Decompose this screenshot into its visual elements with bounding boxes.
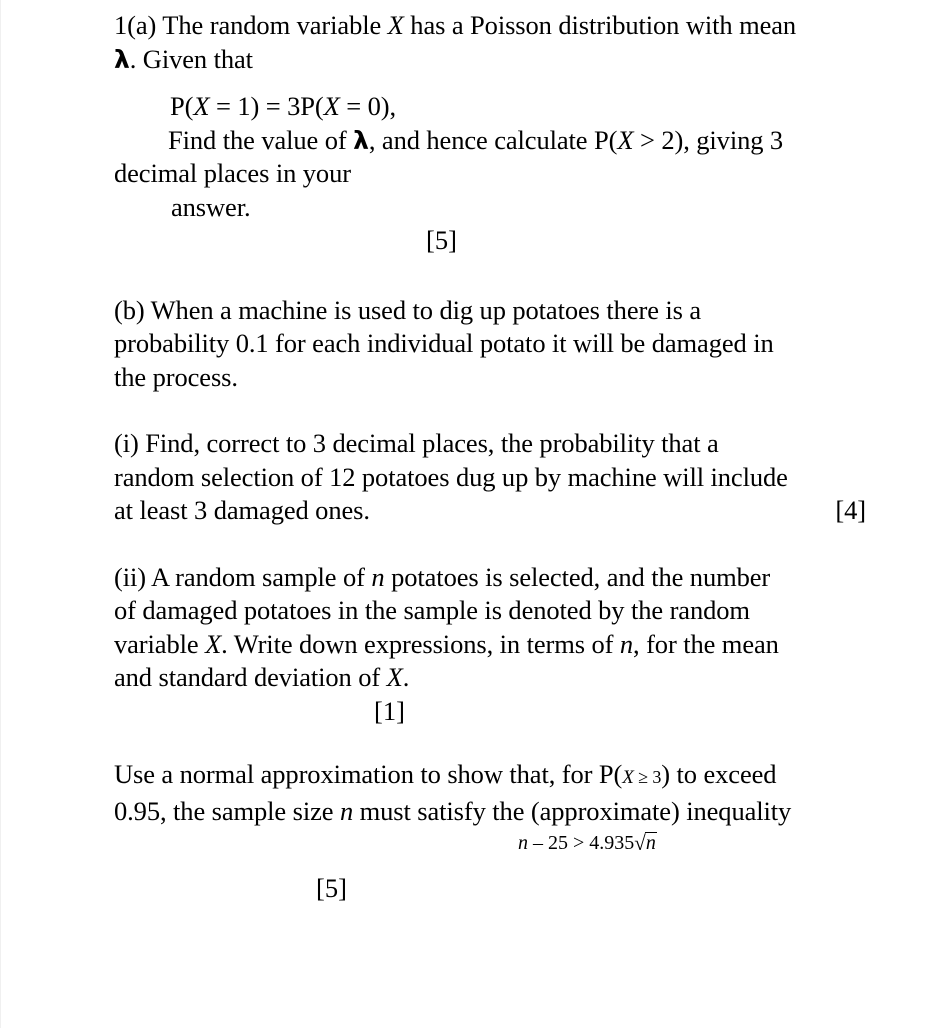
final-small-relation: ≥ 3 bbox=[633, 767, 662, 787]
spacer bbox=[114, 76, 866, 90]
part-b-ii-variable-x-2: X bbox=[386, 662, 403, 692]
final-instruction-paragraph bbox=[114, 758, 866, 828]
equation-text-2: = 1) = 3P( bbox=[209, 91, 324, 121]
part-b-i-line-2: random selection of 12 potatoes dug up by machine will include bbox=[114, 461, 788, 492]
inequality-formula bbox=[114, 828, 866, 858]
formula-variable-n-1: n bbox=[518, 832, 528, 854]
part-a-given-text: . Given that bbox=[129, 43, 253, 74]
equation-text-1: P( bbox=[170, 91, 194, 121]
part-b-i-line-1: (i) Find, correct to 3 decimal places, the probability that a bbox=[114, 428, 719, 458]
lambda-symbol-2: λ bbox=[353, 125, 369, 155]
part-a-equation bbox=[114, 90, 866, 124]
part-b-ii-variable-n: n bbox=[371, 561, 385, 592]
lambda-symbol: λ bbox=[114, 44, 130, 74]
final-small-variable: X bbox=[622, 767, 634, 788]
part-b-line-3: the process. bbox=[114, 361, 238, 392]
part-b-ii-variable-x-1: X bbox=[205, 628, 222, 659]
part-a-intro-text-1: 1(a) The random variable bbox=[114, 10, 388, 40]
part-b-line-2: probability 0.1 for each individual potato it will be damaged in bbox=[114, 328, 774, 358]
part-b-intro-paragraph bbox=[114, 294, 866, 395]
part-b-ii-variable-n-2: n bbox=[619, 628, 634, 659]
part-b-ii-text-1: (ii) A random sample of bbox=[114, 561, 372, 592]
part-b-i-marks: [4] bbox=[835, 495, 866, 525]
part-b-ii-text-2: potatoes is selected, and the number bbox=[384, 561, 771, 592]
spacer bbox=[114, 528, 866, 561]
spacer bbox=[114, 858, 866, 872]
part-a-instruction bbox=[114, 124, 866, 225]
part-b-ii-line-2: of damaged potatoes in the sample is denoted by the random bbox=[114, 595, 750, 625]
part-b-ii-text-4: . Write down expressions, in terms of bbox=[221, 628, 620, 659]
part-b-ii-marks: [1] bbox=[374, 695, 405, 726]
spacer bbox=[114, 258, 866, 294]
part-b-i-line-3: at least 3 damaged ones. bbox=[114, 495, 370, 525]
part-b-ii-paragraph bbox=[114, 561, 866, 695]
part-b-ii-text-3: variable bbox=[114, 628, 206, 659]
part-a-intro-text-2: has a Poisson distribution with mean bbox=[403, 10, 797, 40]
spacer bbox=[114, 394, 866, 427]
instruction-text-2: , and hence calculate P( bbox=[368, 124, 618, 155]
final-text-2: ) to exceed bbox=[661, 759, 777, 789]
instruction-variable: X bbox=[617, 124, 634, 155]
part-b-line-1: (b) When a machine is used to dig up potatoes there is a bbox=[114, 294, 702, 325]
part-b-ii-text-6: and standard deviation of bbox=[114, 662, 387, 692]
formula-variable-n-2: n bbox=[645, 832, 656, 854]
final-text-1: Use a normal approximation to show that, for P( bbox=[114, 759, 623, 789]
equation-variable-2: X bbox=[323, 91, 340, 121]
spacer bbox=[114, 728, 866, 758]
instruction-line-3: answer. bbox=[171, 191, 251, 222]
part-b-ii-text-7: . bbox=[402, 662, 410, 692]
part-a-intro-paragraph bbox=[114, 9, 866, 76]
formula-middle-text: – 25 > 4.935 bbox=[528, 832, 635, 854]
part-b-ii-text-5: , for the mean bbox=[633, 628, 779, 659]
instruction-line-2: decimal places in your bbox=[114, 158, 351, 188]
equation-variable-1: X bbox=[193, 91, 210, 121]
final-text-4: must satisfy the (approximate) inequality bbox=[353, 795, 792, 826]
final-text-3: 0.95, the sample size bbox=[114, 795, 340, 826]
part-a-random-variable: X bbox=[387, 10, 404, 40]
part-b-i-paragraph bbox=[114, 427, 866, 528]
part-a-marks: [5] bbox=[426, 225, 457, 255]
square-root-icon: √ bbox=[634, 831, 646, 855]
instruction-text-3: > 2), giving 3 bbox=[633, 124, 784, 155]
instruction-text-1: Find the value of bbox=[168, 124, 354, 155]
part-b-i-block bbox=[114, 427, 866, 528]
equation-text-3: = 0), bbox=[339, 91, 397, 121]
final-marks: [5] bbox=[316, 873, 347, 903]
final-variable-n: n bbox=[339, 795, 354, 826]
question-text-column bbox=[114, 9, 866, 906]
